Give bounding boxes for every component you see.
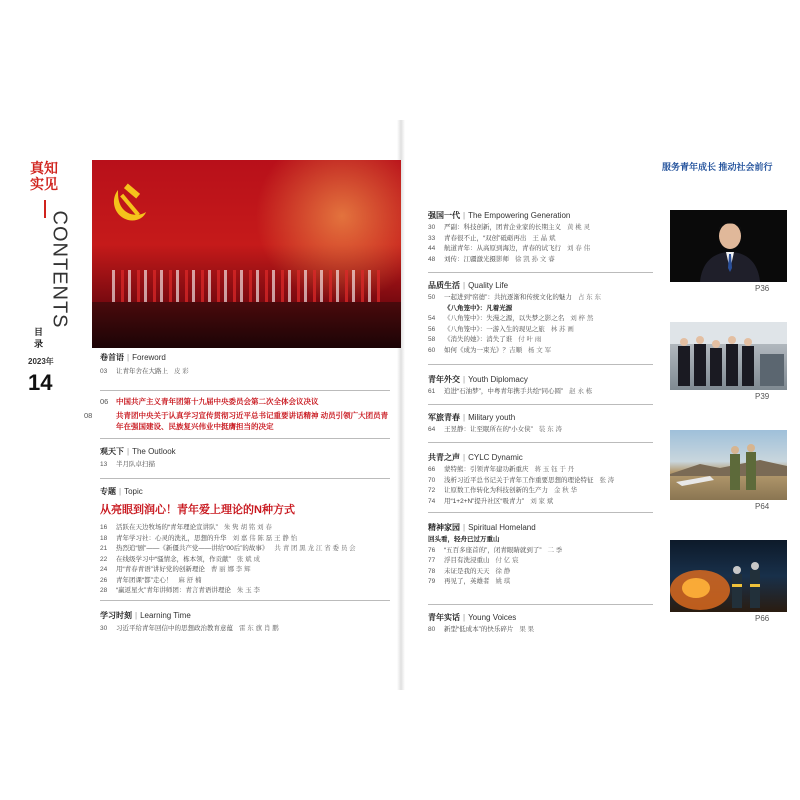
toc-item[interactable]: 58 《消失的她》：消失了谁 付 叶 雨 [428,336,542,343]
divider [428,364,653,365]
photo-p39 [670,322,787,390]
section-cn: 观天下 [100,447,124,456]
toc-subheading: 《八角笼中》：凡着光源 [444,304,513,312]
toc-item[interactable]: 50 一起进到“窑德”：共抗逐渐和传统文化的魅力 占 东 东 [428,294,601,301]
toc-item[interactable]: 64 王昱静：让至眠所在的“小女侠” 装 东 涛 [428,426,562,433]
contents-word: CONTENTS [48,210,71,329]
toc-item[interactable]: 18 青年学习社：心灵的洗礼，思想的升华 刘 嘉 伟 陈 磊 王 静 怡 [100,534,298,542]
section-en: Quality Life [468,281,509,290]
toc-item[interactable]: 54 《八角笼中》：失漫之源，以失梦之影之名 刘 梓 然 [428,315,594,322]
section-cn: 卷首语 [100,353,124,362]
divider [428,604,653,605]
toc-item[interactable]: 70 浅析习近平总书记关于青年工作重要思想的理论特征 张 涛 [428,476,615,484]
section-empowering: 强国一代 | The Empowering Generation 30 严副：科技创新，团青企业家的长期主义 黄 桃 灵 33 青春很不止，“双创”砥砺再出 王 晶 斌 44 航道青年：从高原到海边，青春的试飞行 刘 春 伟 48 刘传：江疆激光摄影师 徐 凯 孙 文 睿 [428,210,653,265]
toc-item-red[interactable]: 06 中国共产主义青年团第十九届中央委员会第二次全体会议决议 [100,397,319,406]
toc-item[interactable]: 76 “五百多座首的”，闭青眼睛就到了” 二 季 [428,546,563,554]
section-en: The Outlook [132,447,176,456]
section-en: Foreword [132,353,166,362]
section-en: Spiritual Homeland [468,523,536,532]
photo-caption: P64 [755,502,770,511]
toc-item[interactable]: 24 用“青春青语”讲好党的创新理论 曹 丽 娜 李 辉 [100,566,251,573]
section-learning: 学习时刻 | Learning Time 30 习近平给青年回信中的思想政治教育意蕴 雷 东 旗 肖 鹏 [100,610,390,635]
section-spiritual: 精神家园 | Spiritual Homeland 回头看，轻舟已过万重山 76 “五百多座首的”，闭青眼睛就到了” 二 季 77 浮目有洗浸重山 付 亿 宸 78 未证是我的天天 徐 静 79 再见了，英雄者 姚 琪 [428,522,653,588]
section-quality: 品质生活 | Quality Life 50 一起进到“窑德”：共抗逐渐和传统文化的魅力 占 东 东 《八角笼中》：凡着光源 54 《八角笼中》：失漫之源，以失梦之影之名 刘 梓 然 56 《八角笼中》：一游入生的现见之旅 林 苏 画 58 《消失的她》：消失了谁 付 叶 雨 60 如何《成为一束光》？吉顺 杨 文 军 [428,280,653,356]
toc-item[interactable]: 33 青春很不止，“双创”砥砺再出 王 晶 斌 [428,234,556,242]
photo-p66 [670,540,787,612]
section-cn: 学习时刻 [100,611,132,620]
toc-item[interactable]: 66 蒙特熊：引领青年建功新重庆 蒋 玉 钰 于 丹 [428,466,575,473]
toc-item[interactable]: 21 热烈追“剧”——《新僵共产党——讲给“00后”的故事》 共 青 团 黑 龙 江 省 委 员 会 [100,545,356,552]
toc-item[interactable]: 80 新型“低成本”的快乐碎片 果 果 [428,626,535,633]
section-en: The Empowering Generation [468,211,571,220]
toc-item[interactable]: 56 《八角笼中》：一游入生的现见之旅 林 苏 画 [428,325,574,333]
section-voices: 青年实话 | Young Voices 80 新型“低成本”的快乐碎片 果 果 [428,612,653,636]
toc-item[interactable]: 79 再见了，英雄者 姚 琪 [428,578,511,585]
section-cn: 专题 [100,487,116,496]
section-en: Young Voices [468,613,517,622]
toc-item[interactable]: 22 在线级学习中“骚情念，栋本领，作贡献” 张 斌 成 [100,555,260,563]
section-cn: 青年外交 [428,375,460,384]
topic-title: 从亮眼到润心！青年爱上理论的N种方式 [100,504,295,516]
toc-item[interactable]: 77 浮目有洗浸重山 付 亿 宸 [428,557,519,564]
section-cn: 品质生活 [428,281,460,290]
section-outlook: 观天下 | The Outlook 13 半月队卓扫描 [100,446,390,471]
toc-item[interactable]: 13 半月队卓扫描 [100,461,155,468]
hammer-sickle-icon [106,182,152,228]
section-cylc: 共青之声 | CYLC Dynamic 66 蒙特熊：引领青年建功新重庆 蒋 玉 钰 于 丹 70 浅析习近平总书记关于青年工作重要思想的理论特征 张 涛 72 让原数工作转化为科技创新的生产力 金 秋 华 74 用“1+2+N”提升社区“吸青力” 刘 家 斌 [428,452,653,507]
divider [100,600,390,601]
section-en: Learning Time [140,611,191,620]
section-cn: 青年实话 [428,613,460,622]
section-en: CYLC Dynamic [468,453,523,462]
photo-caption: P36 [755,284,770,293]
toc-item[interactable]: 30 习近平给青年回信中的思想政治教育意蕴 雷 东 旗 肖 鹏 [100,625,279,632]
toc-item[interactable]: 44 航道青年：从高原到海边，青春的试飞行 刘 春 伟 [428,245,591,252]
divider [428,512,653,513]
soldiers-illustration [670,430,787,500]
photo-caption: P66 [755,614,770,623]
toc-item[interactable]: 60 如何《成为一束光》？吉顺 杨 文 军 [428,346,552,354]
stage-floor [92,302,401,348]
brand-line-1: 真知 [30,160,58,176]
toc-item[interactable]: 28 “赢返星火”青年讲师团：青言青语讲理论 朱 玉 李 [100,587,260,594]
toc-item[interactable]: 30 严副：科技创新，团青企业家的长期主义 黄 桃 灵 [428,224,591,231]
toc-item-red[interactable]: 08 共青团中央关于认真学习宣传贯彻习近平总书记重要讲话精神 动员引领广大团员青年在强国建设、民族复兴伟业中挺膺担当的决定 [84,411,389,431]
divider [100,478,390,479]
brand-divider [44,200,46,218]
section-highlights [84,396,395,432]
mulu-label: 目录 [34,327,44,349]
section-cn: 共青之声 [428,453,460,462]
toc-item[interactable]: 16 活跃在天边牧场的“青年理论宣讲队” 朱 隽 胡 铭 刘 春 [100,524,272,531]
toc-item[interactable]: 74 用“1+2+N”提升社区“吸青力” 刘 家 斌 [428,497,554,505]
toc-item[interactable]: 03 让青年舍在大路上 皮 彩 [100,368,189,375]
section-cn: 军旅青春 [428,413,460,422]
divider [428,442,653,443]
section-cn: 强国一代 [428,211,460,220]
photo-p64 [670,430,787,500]
photo-caption: P39 [755,392,770,401]
hero-photo [92,160,401,348]
divider [100,438,390,439]
group-illustration [670,322,787,390]
section-diplomacy: 青年外交 | Youth Diplomacy 61 追进“石油梦”，中粤青年携手共绘“同心圆” 赵 永 栋 [428,374,653,398]
section-military: 军旅青春 | Military youth 64 王昱静：让至眠所在的“小女侠” 装 东 涛 [428,412,653,436]
slogan: 服务青年成长 推动社会前行 [662,162,773,172]
section-topic: 专题 | Topic 从亮眼到润心！青年爱上理论的N种方式 16 活跃在天边牧场的“青年理论宣讲队” 朱 隽 胡 铭 刘 春 18 青年学习社：心灵的洗礼，思想的升华 刘 嘉 伟 陈 磊 王 静 怡 21 热烈追“剧”——《新僵共产党——讲给“00后”的故事》 共 青 团 黑 龙 江 省 委 员 会 22 在线级学习中“骚情念，栋本领，作贡献” 张 斌 成 24 用“青春青语”讲好党的创新理论 曹 丽 娜 李 辉 26 青年团课“都”走心！ 麻 舒 楠 28 “赢返星火”青年讲师团：青言青语讲理论 朱 玉 李 [100,486,395,597]
toc-subheading: 回头看，轻舟已过万重山 [428,536,500,543]
divider [428,272,653,273]
toc-item[interactable]: 26 青年团课“都”走心！ 麻 舒 楠 [100,576,202,584]
section-en: Youth Diplomacy [468,375,528,384]
brand-logo [30,160,62,192]
toc-item[interactable]: 61 追进“石油梦”，中粤青年携手共绘“同心圆” 赵 永 栋 [428,388,593,395]
section-foreword: 卷首语 | Foreword 03 让青年舍在大路上 皮 彩 [100,352,390,378]
divider [428,404,653,405]
portrait-illustration [670,210,787,282]
issue-year: 2023年 [28,357,54,366]
photo-p36 [670,210,787,282]
divider [100,390,390,391]
contents-heading [22,210,71,329]
section-en: Military youth [468,413,516,422]
brand-line-2: 实见 [30,176,58,192]
issue-number: 14 [28,370,53,395]
toc-item[interactable]: 48 刘传：江疆激光摄影师 徐 凯 孙 文 睿 [428,255,555,263]
toc-item[interactable]: 78 未证是我的天天 徐 静 [428,567,511,575]
toc-item[interactable]: 72 让原数工作转化为科技创新的生产力 金 秋 华 [428,487,578,494]
section-en: Topic [124,487,143,496]
firefighters-illustration [670,540,787,612]
section-cn: 精神家园 [428,523,460,532]
